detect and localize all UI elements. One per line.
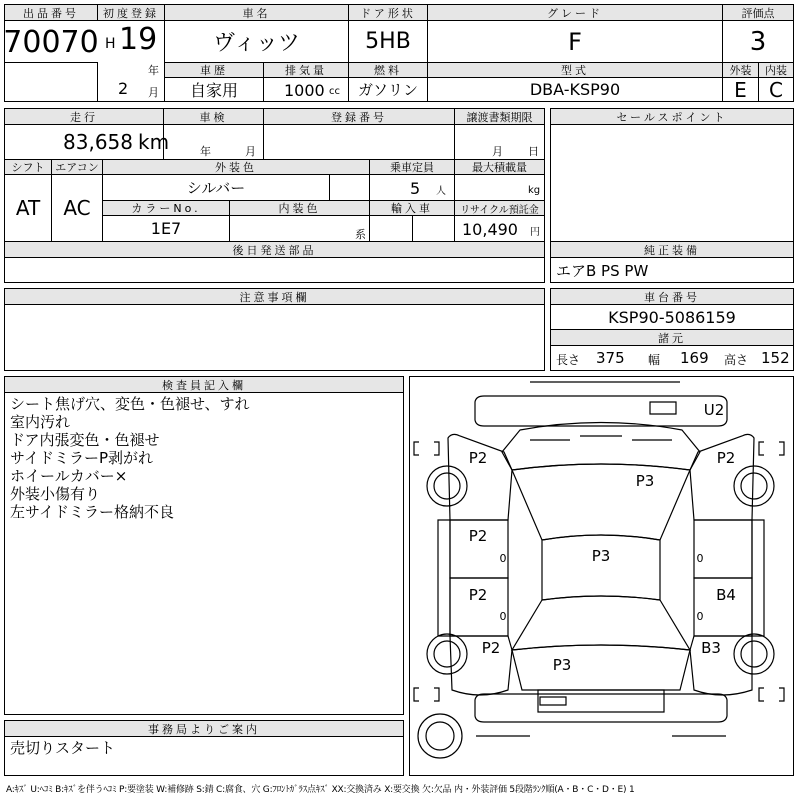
right-mirror-bracket	[759, 442, 784, 455]
plate-front	[540, 697, 566, 705]
inspector-note: 室内汚れ	[10, 413, 71, 431]
capacity-unit: 人	[436, 185, 446, 197]
inspection-month-unit: 月	[245, 145, 256, 158]
inspector-note: 左サイドミラー格納不良	[10, 503, 174, 521]
mileage-unit: km	[138, 130, 170, 154]
damage-mark: P2	[481, 639, 501, 657]
registration-year: 19	[119, 22, 158, 57]
shift-value: AT	[15, 196, 41, 220]
left-mirror-bracket	[414, 442, 439, 455]
damage-mark: P3	[591, 547, 611, 565]
car-diagram	[409, 376, 794, 776]
fuel-label: 燃料	[348, 62, 428, 78]
length-value: 375	[596, 349, 625, 367]
zero-mark: 0	[696, 610, 704, 623]
door-label: ドア形状	[348, 4, 428, 21]
aircon-label: エアコン	[51, 159, 103, 175]
inspector-note: シート焦げ穴、変色・色褪せ、すれ	[10, 395, 250, 413]
spare-wheel	[418, 714, 462, 758]
damage-mark: P3	[635, 472, 655, 490]
inspector-note: 外装小傷有り	[10, 485, 101, 503]
recycle-label: リサイクル預託金	[454, 200, 545, 216]
car-name-label: 車名	[164, 4, 349, 21]
ext-color-extra-cell	[329, 174, 370, 201]
caution-label: 注意事項欄	[4, 288, 545, 305]
inspector-note: ホイールカバー×	[10, 467, 128, 485]
exterior-grade-label: 外装	[722, 62, 759, 78]
office-notice-label: 事務局よりご案内	[4, 720, 404, 737]
aircon-value: AC	[63, 196, 91, 220]
score-label: 評価点	[722, 4, 794, 21]
rear-bumper	[475, 396, 727, 426]
transfer-deadline-label: 譲渡書類期限	[454, 108, 545, 125]
wheel-front-left	[427, 634, 467, 674]
import-cell-b	[412, 215, 455, 242]
wheel-front-right-inner	[741, 641, 767, 667]
reg-number-label: 登録番号	[263, 108, 455, 125]
recycle-value: 10,490	[462, 219, 518, 239]
ext-color-label: 外装色	[102, 159, 370, 175]
model-label: 型式	[427, 62, 723, 78]
car-name: ヴィッツ	[213, 31, 300, 56]
transfer-month-unit: 月	[492, 145, 503, 158]
chassis-value: KSP90-5086159	[608, 308, 736, 327]
ext-color-value: シルバー	[186, 179, 246, 197]
height-label: 高さ	[724, 353, 749, 367]
displacement-value: 1000	[284, 80, 325, 100]
wheel-rear-left-inner	[434, 473, 460, 499]
wheel-rear-left	[427, 466, 467, 506]
shift-label: シフト	[4, 159, 52, 175]
legend: A:ｷｽﾞ U:ﾍｺﾐ B:ｷｽﾞを伴うﾍｺﾐ P:要塗装 W:補修跡 S:錆 C:腐食、穴 G:ﾌﾛﾝﾄｶﾞﾗｽ点ｷｽﾞ XX:交換済み X:要交換 欠:欠品 内・外装評価 5段階ﾗﾝｸ順(A・B・C・D・E) 1	[6, 784, 635, 795]
inspection-year-unit: 年	[200, 145, 211, 158]
wheel-rear-right-inner	[741, 473, 767, 499]
damage-mark: P3	[552, 656, 572, 674]
roof	[542, 535, 660, 600]
wheel-front-left-inner	[434, 641, 460, 667]
damage-mark: P2	[716, 449, 736, 467]
transfer-day-unit: 日	[528, 145, 539, 158]
inspector-label: 検査員記入欄	[4, 376, 404, 393]
int-color-label: 内装色	[229, 200, 370, 216]
inspector-note: サイドミラーP剥がれ	[10, 449, 153, 467]
mileage-value: 83,658	[63, 130, 133, 154]
capacity-label: 乗車定員	[369, 159, 455, 175]
history-label: 車歴	[164, 62, 264, 78]
inspector-notes	[10, 395, 250, 521]
inspection-label: 車検	[163, 108, 264, 125]
rear-hatch	[512, 464, 690, 540]
reg-number-cell	[263, 124, 455, 160]
height-value: 152	[761, 349, 790, 367]
left-rear-fender	[448, 434, 512, 520]
capacity-value: 5	[410, 178, 421, 198]
displacement-label: 排気量	[263, 62, 349, 78]
fuel-value: ガソリン	[357, 81, 418, 99]
int-color-unit: 系	[355, 228, 366, 241]
office-notice-value: 売切りスタート	[10, 738, 116, 757]
exterior-grade-value: E	[734, 77, 747, 102]
width-label: 幅	[648, 353, 661, 367]
wheel-front-right	[734, 634, 774, 674]
zero-mark: 0	[696, 552, 704, 565]
model-value: DBA-KSP90	[529, 80, 621, 99]
right-rear-door	[694, 520, 752, 578]
right-sill	[752, 520, 764, 636]
front-glass	[512, 596, 690, 650]
color-no-label: カラーNo.	[102, 200, 230, 216]
lot-blank	[4, 62, 98, 102]
width-value: 169	[680, 349, 709, 367]
later-parts-label: 後日発送部品	[4, 241, 545, 258]
equipment-value: エアB PS PW	[556, 261, 649, 280]
damage-mark: B3	[701, 639, 721, 657]
lot-label: 出品番号	[4, 4, 98, 21]
inspector-note: ドア内張変色・色褪せ	[10, 431, 160, 449]
rear-glass-lines	[530, 436, 672, 440]
interior-grade-label: 内装	[758, 62, 794, 78]
history-value: 自家用	[189, 81, 238, 100]
door-type: 5HB	[365, 29, 411, 54]
left-lower-bracket	[414, 688, 439, 701]
zero-mark: 0	[499, 610, 507, 623]
recycle-unit: 円	[530, 226, 540, 238]
grade-value: F	[568, 27, 582, 56]
left-sill	[438, 520, 450, 636]
max-load-unit: kg	[528, 185, 541, 196]
zero-mark: 0	[499, 552, 507, 565]
sales-points-label: セールスポイント	[550, 108, 794, 125]
displacement-unit: cc	[329, 85, 340, 97]
right-front-fender	[690, 636, 752, 695]
import-label: 輸入車	[369, 200, 455, 216]
import-cell-a	[369, 215, 413, 242]
grade-label: グレード	[427, 4, 723, 21]
rear-glass	[502, 423, 700, 471]
mileage-label: 走行	[4, 108, 164, 125]
registration-era: H	[105, 36, 116, 52]
damage-mark: P2	[468, 449, 488, 467]
length-label: 長さ	[556, 353, 581, 367]
wheel-rear-right	[734, 466, 774, 506]
registration-year-unit: 年	[148, 64, 159, 77]
max-load-label: 最大積載量	[454, 159, 545, 175]
chassis-label: 車台番号	[550, 288, 794, 305]
damage-mark: P2	[468, 586, 488, 604]
damage-mark: U2	[703, 401, 725, 419]
interior-grade-value: C	[769, 77, 783, 102]
score-value: 3	[749, 26, 767, 57]
damage-mark: P2	[468, 527, 488, 545]
plate-rear	[650, 402, 676, 414]
color-no-value: 1E7	[150, 219, 182, 238]
hood	[512, 645, 690, 690]
dimensions-label: 諸元	[550, 329, 794, 346]
front-bumper	[475, 694, 727, 722]
damage-mark: B4	[716, 586, 736, 604]
equipment-label: 純正装備	[550, 241, 794, 258]
registration-label: 初度登録	[97, 4, 165, 21]
int-color-cell	[229, 215, 370, 242]
registration-month: 2	[118, 79, 129, 98]
grille	[538, 690, 664, 712]
lot-number: 70070	[3, 24, 99, 60]
spare-wheel-inner	[426, 722, 454, 750]
registration-month-unit: 月	[148, 86, 159, 99]
right-lower-bracket	[759, 688, 784, 701]
